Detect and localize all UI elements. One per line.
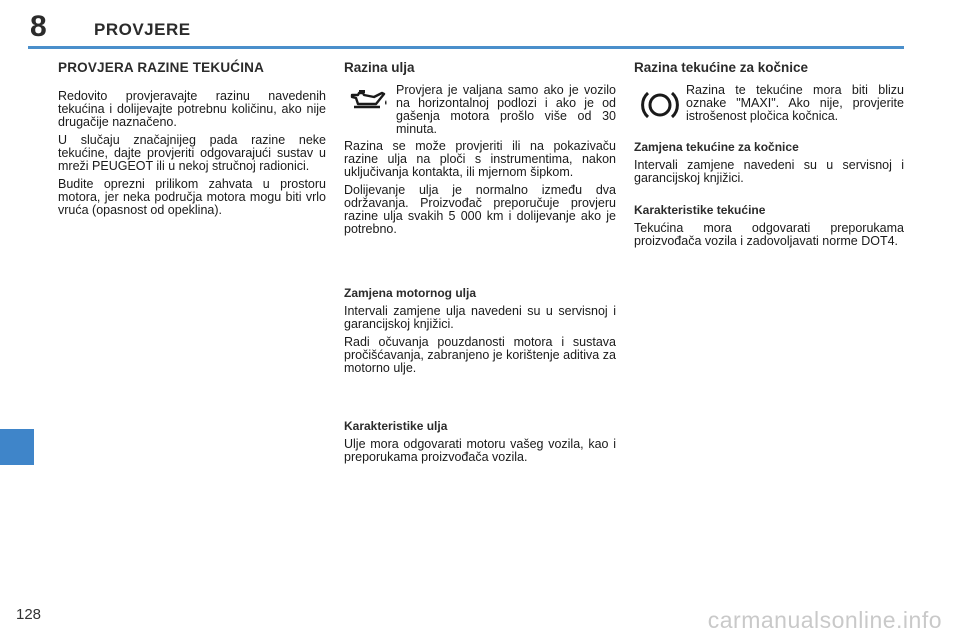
paragraph: Budite oprezni prilikom zahvata u prostoru motora, jer neka područja motora mogu biti vrlo vruća (opasnost od opeklina). — [58, 177, 326, 217]
oil-can-icon — [350, 88, 390, 115]
column-fluid-levels — [58, 61, 326, 222]
header-rule — [28, 46, 904, 49]
paragraph: Dolijevanje ulja je normalno između dva održavanja. Proizvođač preporučuje provjeru razine ulja svakih 5 000 km i dolijevanje ako je potrebno. — [344, 183, 616, 236]
page-number: 128 — [16, 606, 42, 623]
brake-note — [634, 84, 904, 125]
chapter-side-tab — [0, 429, 34, 465]
oil-note — [344, 84, 616, 136]
paragraph: Redovito provjeravajte razinu navedenih tekućina i dolijevajte potrebnu količinu, ako nije drugačije naznačeno. — [58, 89, 326, 129]
paragraph: Razina se može provjeriti ili na pokazivaču razine ulja na ploči s instrumentima, nakon uključivanja kontakta, ili mjernom šipkom. — [344, 139, 616, 179]
subsection-title-oil-spec: Karakteristike ulja — [344, 419, 448, 433]
subsection-title-oil-change: Zamjena motornog ulja — [344, 286, 477, 300]
section-title-fluid-levels: PROVJERA RAZINE TEKUĆINA — [58, 60, 265, 75]
column-oil-level — [344, 61, 616, 469]
paragraph: Ulje mora odgovarati motoru vašeg vozila, kao i preporukama proizvođača vozila. — [344, 437, 616, 464]
column-brake-fluid — [634, 61, 904, 253]
oil-note-text: Provjera je valjana samo ako je vozilo na horizontalnoj podlozi i ako je od gašenja motora prošlo više od 30 minuta. — [396, 83, 616, 136]
paragraph: Intervali zamjene ulja navedeni su u servisnoj i garancijskoj knjižici. — [344, 304, 616, 331]
chapter-number: 8 — [30, 10, 47, 43]
brake-note-text: Razina te tekućine mora biti blizu oznake "MAXI". Ako nije, provjerite istrošenost pločica kočnica. — [686, 83, 904, 123]
subsection-title-brake-spec: Karakteristike tekućine — [634, 203, 766, 217]
section-title-oil-level: Razina ulja — [344, 60, 415, 75]
section-title-brake-fluid: Razina tekućine za kočnice — [634, 60, 809, 75]
chapter-title: PROVJERE — [94, 20, 191, 39]
paragraph: Intervali zamjene navedeni su u servisnoj i garancijskoj knjižici. — [634, 158, 904, 185]
subsection-title-brake-change: Zamjena tekućine za kočnice — [634, 140, 799, 154]
paragraph: U slučaju značajnijeg pada razine neke tekućine, dajte provjeriti odgovarajući sustav u mreži PEUGEOT ili u nekoj stručnoj radionici. — [58, 133, 326, 173]
watermark: carmanualsonline.info — [707, 607, 942, 633]
paragraph: Radi očuvanja pouzdanosti motora i sustava pročišćavanja, zabranjeno je korištenje aditiva za motorno ulje. — [344, 335, 616, 375]
brake-warning-icon — [640, 88, 680, 125]
paragraph: Tekućina mora odgovarati preporukama proizvođača vozila i zadovoljavati norme DOT4. — [634, 221, 904, 248]
